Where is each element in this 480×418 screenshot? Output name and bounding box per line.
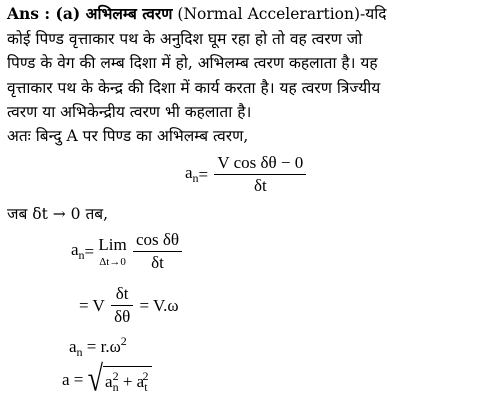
when-line: जब δt → 0 तब, bbox=[7, 205, 109, 223]
equals-sign: = bbox=[198, 164, 209, 184]
equation-1 bbox=[185, 152, 308, 197]
equation-5 bbox=[62, 359, 152, 400]
equals-sign-2: = bbox=[84, 241, 95, 261]
fraction-1-denominator: δt bbox=[253, 176, 267, 195]
fraction-2-denominator: δt bbox=[151, 253, 164, 272]
fraction-3 bbox=[111, 283, 133, 328]
answer-line-4: वृत्ताकार पथ के केन्द्र की दिशा में कार्य करता है। यह त्वरण त्रिज्यीय bbox=[7, 79, 381, 97]
fraction-2 bbox=[133, 229, 182, 274]
fraction-1-numerator: V cos δθ − 0 bbox=[214, 152, 306, 175]
answer-line-1 bbox=[7, 4, 387, 24]
equation-3 bbox=[79, 283, 179, 328]
lim-word: Lim bbox=[98, 234, 127, 254]
limit-operator bbox=[98, 235, 126, 269]
fraction-2-numerator: cos δθ bbox=[133, 229, 182, 252]
answer-line-3: पिण्ड के वेग की लम्ब दिशा में हो, अभिलम्ब त्वरण कहलाता है। यह bbox=[7, 54, 378, 72]
heading-english: (Normal Accelerartion) bbox=[172, 5, 361, 23]
equation-4 bbox=[69, 334, 127, 360]
radical-icon: √ bbox=[87, 359, 104, 400]
an-symbol-4: $a_n$ bbox=[69, 337, 83, 359]
lim-subscript: Δt→0 bbox=[99, 255, 126, 268]
line1-rest: -यदि bbox=[360, 5, 387, 23]
square-root bbox=[87, 359, 152, 400]
fraction-3-denominator: δθ bbox=[114, 307, 131, 326]
eq3-tail: = V.ω bbox=[139, 295, 179, 315]
fraction-1 bbox=[214, 152, 306, 197]
answer-line-6: अतः बिन्दु A पर पिण्ड का अभिलम्ब त्वरण, bbox=[7, 127, 249, 145]
equation-2 bbox=[71, 229, 184, 274]
answer-line-2: कोई पिण्ड वृत्ताकार पथ के अनुदिश घूम रहा हो तो वह त्वरण जो bbox=[7, 30, 363, 48]
eq5-lead: a = bbox=[62, 370, 84, 389]
eq3-lead: = V bbox=[79, 295, 105, 315]
radicand: $a_n^2 + a_t^2$ bbox=[103, 366, 152, 395]
eq4-rest: = r.ω bbox=[82, 337, 121, 356]
answer-label: Ans : (a) अभिलम्ब त्वरण bbox=[7, 4, 173, 23]
an-symbol: $a_n$ bbox=[185, 163, 199, 185]
omega-squared-exponent: 2 bbox=[120, 334, 127, 348]
answer-line-5: त्वरण या अभिकेन्द्रीय त्वरण भी कहलाता है। bbox=[7, 103, 252, 121]
an-symbol-2: $a_n$ bbox=[71, 240, 85, 262]
fraction-3-numerator: δt bbox=[111, 283, 133, 306]
